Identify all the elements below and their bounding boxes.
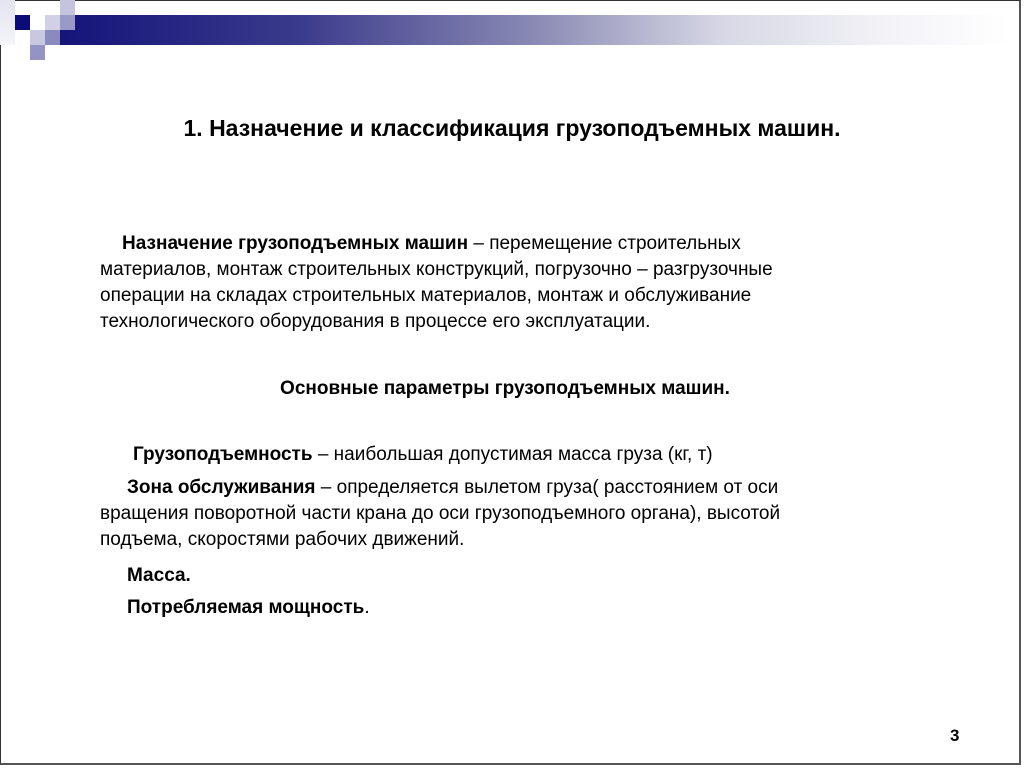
purpose-line: технологического оборудования в процессе его эксплуатации. [100, 311, 651, 332]
decor-square [45, 30, 60, 45]
param-term: Масса. [127, 565, 191, 586]
param-term: Зона обслуживания [127, 477, 316, 498]
subheading: Основные параметры грузоподъемных машин. [280, 378, 730, 399]
param-line: вращения поворотной части крана до оси грузоподъемного органа), высотой [100, 503, 781, 524]
decor-square [15, 15, 30, 30]
param-term: Потребляемая мощность [127, 597, 365, 618]
purpose-term: Назначение грузоподъемных машин [122, 233, 469, 254]
param-definition: – наибольшая допустимая масса груза (кг, т) [312, 444, 713, 465]
decor-square [30, 30, 45, 45]
purpose-paragraph [100, 231, 920, 335]
decor-square [30, 45, 45, 60]
page-number: 3 [950, 726, 960, 745]
param-service-zone [100, 475, 920, 553]
purpose-text: – перемещение строительных [468, 233, 741, 254]
param-mass [100, 563, 947, 589]
decor-square [0, 0, 15, 45]
param-power [100, 595, 947, 621]
purpose-line: материалов, монтаж строительных конструкций, погрузочно – разгрузочные [100, 259, 773, 280]
purpose-line: операции на складах строительных материалов, монтаж и обслуживание [100, 285, 752, 306]
param-definition: . [364, 597, 370, 618]
header-gradient-band [60, 15, 1010, 45]
param-capacity [100, 442, 923, 468]
param-line: подъема, скоростями рабочих движений. [100, 529, 465, 550]
decor-square [45, 15, 60, 30]
slide-title: 1. Назначение и классификация грузоподъемных машин. [183, 115, 841, 141]
param-definition: – определяется вылетом груза( расстоянием от оси [315, 477, 779, 498]
param-term: Грузоподъемность [133, 444, 313, 465]
decor-square [60, 15, 75, 30]
decor-square [60, 0, 75, 15]
